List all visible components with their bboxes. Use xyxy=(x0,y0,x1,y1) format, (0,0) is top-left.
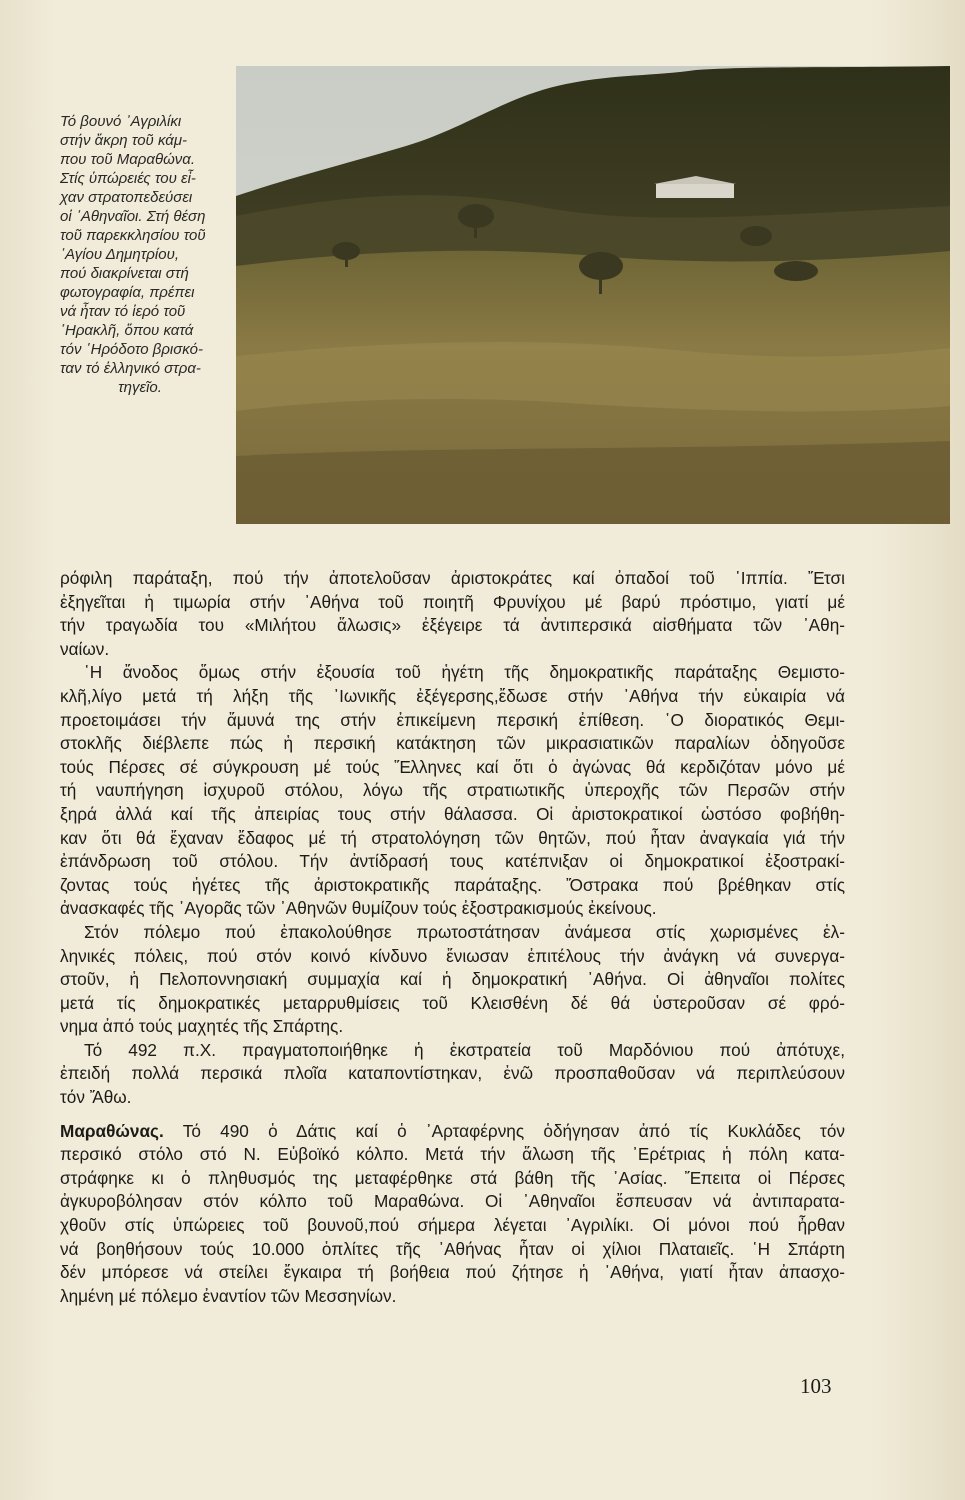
paragraph-4 xyxy=(60,1039,845,1110)
text-line: ἀγκυροβόλησαν στόν κόλπο τοῦ Μαραθώνα. Οἱ ᾿Αθηναῖοι ἔσπευσαν νά ἀντιπαρατα- xyxy=(60,1191,845,1212)
text-line: νημα ἀπό τούς μαχητές τῆς Σπάρτης. xyxy=(60,1016,344,1037)
paragraph-1 xyxy=(60,567,845,661)
page-number: 103 xyxy=(800,1374,832,1398)
text-line: Τό 492 π.Χ. πραγματοποιήθηκε ἡ ἐκστρατεία τοῦ Μαρδόνιου πού ἀπότυχε, xyxy=(84,1039,845,1060)
text-line: στράφηκε κι ὁ πληθυσμός της μεταφέρθηκε στά βάθη τῆς ᾿Ασίας. Ἔπειτα οἱ Πέρσες xyxy=(60,1167,845,1188)
caption-line: τόν ῾Ηρόδοτο βρισκό- xyxy=(60,341,203,358)
caption-line: τηγεῖο. xyxy=(118,379,162,396)
caption-line: ῾Ηρακλῆ, ὅπου κατά xyxy=(60,322,194,339)
text-line: περσικό στόλο στό Ν. Εὐβοϊκό κόλπο. Μετά τήν ἅλωση τῆς ᾿Ερέτριας ἡ πόλη κατα- xyxy=(60,1144,845,1165)
caption-line: οἱ ᾿Αθηναῖοι. Στή θέση xyxy=(60,208,206,225)
text-line: ληνικές πόλεις, πού στόν κοινό κίνδυνο ἔνιωσαν ἐπιτέλους τήν ἀνάγκη νά συνεργα- xyxy=(60,945,845,966)
text-line: στοκλῆς διέβλεπε πώς ἡ περσική κατάκτηση τῶν μικρασιατικῶν παραλίων ὀδηγοῦσε xyxy=(60,733,845,754)
text-line: χθοῦν στίς ὑπώρειες τοῦ βουνοῦ,πού σήμερα λέγεται ᾿Αγριλίκι. Οἱ μόνοι πού ἦρθαν xyxy=(60,1215,845,1236)
landscape-illustration xyxy=(236,66,950,524)
caption-line: ταν τό ἑλληνικό στρα- xyxy=(60,360,201,377)
text-line: λημένη μέ πόλεμο ἐναντίον τῶν Μεσσηνίων. xyxy=(60,1285,397,1306)
chapel xyxy=(656,184,734,198)
text-line: ἐξηγεῖται ἡ τιμωρία στήν ᾿Αθήνα τοῦ ποιητῆ Φρυνίχου μέ βαρύ πρόστιμο, γιατί μέ xyxy=(60,591,845,612)
caption-line: χαν στρατοπεδεύσει xyxy=(60,189,193,206)
section-heading-marathon: Μαραθώνας. xyxy=(60,1120,164,1141)
text-line: ρόφιλη παράταξη, πού τήν ἀποτελοῦσαν ἀριστοκράτες καί ὀπαδοί τοῦ ῾Ιππία. Ἔτσι xyxy=(60,568,845,588)
paragraph-gap xyxy=(60,1110,845,1120)
text-line: τόν Ἄθω. xyxy=(60,1087,132,1108)
field-foreground xyxy=(236,441,950,524)
main-text xyxy=(60,567,845,1308)
caption-line: που τοῦ Μαραθώνα. xyxy=(60,151,195,168)
text-line: ῾Η ἄνοδος ὅμως στήν ἐξουσία τοῦ ἡγέτη τῆς δημοκρατικῆς παράταξης Θεμιστο- xyxy=(84,662,845,683)
paragraph-marathon xyxy=(60,1120,845,1309)
text-line: προετοιμάσει τήν ἄμυνά της στήν ἐπικείμενη περσική ἐπίθεση. ῾Ο διορατικός Θεμι- xyxy=(60,709,845,730)
paragraph-3 xyxy=(60,921,845,1039)
caption-line: νά ἦταν τό ἱερό τοῦ xyxy=(60,303,186,320)
caption-line: Τό βουνό ᾿Αγριλίκι xyxy=(60,113,182,130)
text-line: ξηρά ἀλλά καί τῆς ἀπειρίας τους στήν θάλασσα. Οἱ ἀριστοκρατικοί ὡστόσο φοβήθη- xyxy=(60,803,845,824)
text-line: τήν τραγωδία του «Μιλήτου ἅλωσις» ἐξέγειρε τά ἀντιπερσικά αἰσθήματα τῶν ᾿Αθη- xyxy=(60,615,845,636)
text-line: Στόν πόλεμο πού ἐπακολούθησε πρωτοστάτησαν ἀνάμεσα στίς χωρισμένες ἑλ- xyxy=(84,921,845,942)
text-line: στοῦν, ἡ Πελοποννησιακή συμμαχία καί ἡ δημοκρατική ᾿Αθήνα. Οἱ ἀθηναῖοι πολίτες xyxy=(60,969,845,990)
text-line: μετά τίς δημοκρατικές μεταρρυθμίσεις τοῦ Κλεισθένη δέ θά ὑστεροῦσαν σέ φρό- xyxy=(60,992,845,1013)
text-line: ἐπειδή πολλά περσικά πλοῖα καταποντίστηκαν, ἐνῶ προσπαθοῦσαν νά περιπλεύσουν xyxy=(60,1063,845,1084)
text-line: νά βοηθήσουν τούς 10.000 ὁπλίτες τῆς ᾿Αθήνας ἦταν οἱ χίλιοι Πλαταιεῖς. ῾Η Σπάρτη xyxy=(60,1238,845,1259)
paragraph-2 xyxy=(60,661,845,921)
text-line: καν ὅτι θά ἔχαναν ἔδαφος μέ τή στρατολόγηση τῶν θητῶν, πού ἦταν ἀναγκαία γιά τήν xyxy=(60,827,845,848)
photo-caption xyxy=(60,112,220,397)
caption-line: φωτογραφία, πρέπει xyxy=(60,284,195,301)
caption-line: ᾿Αγίου Δημητρίου, xyxy=(60,246,179,263)
caption-line: τοῦ παρεκκλησίου τοῦ xyxy=(60,227,206,244)
text-line: δέν μπόρεσε νά στείλει ἔγκαιρα τή βοήθεια πού ζήτησε ἡ ᾿Αθήνα, γιατί ἦταν ἀπασχο- xyxy=(60,1262,845,1283)
photo-agriliki-mountain xyxy=(236,66,950,524)
text-line: κλῆ,λίγο μετά τή λήξη τῆς ᾿Ιωνικῆς ἐξέγερσης,ἔδωσε στήν ᾿Αθήνα τήν εὐκαιρία νά xyxy=(60,685,845,706)
text-line: ἀνασκαφές τῆς ᾿Αγορᾶς τῶν ᾿Αθηνῶν θυμίζουν τούς ἐξοστρακισμούς ἐκείνους. xyxy=(60,898,657,919)
caption-line: πού διακρίνεται στή xyxy=(60,265,189,282)
text-line xyxy=(60,1120,845,1144)
text-line: τούς Πέρσες σέ σύγκρουση μέ τούς Ἕλληνες καί ὅτι ὁ ἀγώνας θά κερδιζόταν μόνο μέ xyxy=(60,756,845,777)
text-run: Τό 490 ὁ Δάτις καί ὁ ᾿Αρταφέρνης ὁδήγησαν ἀπό τίς Κυκλάδες τόν xyxy=(163,1120,845,1141)
text-line: τή ναυπήγηση ἰσχυροῦ στόλου, λόγω τῆς στρατιωτικῆς ὑπεροχῆς τῶν Περσῶν στήν xyxy=(60,780,845,801)
text-line: ναίων. xyxy=(60,638,110,659)
caption-line: Στίς ὑπώρειές του εἶ- xyxy=(60,170,196,187)
text-line: ἐπάνδρωση τοῦ στόλου. Τήν ἀντίδρασή τους κατέπνιξαν οἱ δημοκρατικοί ἐξοστρακί- xyxy=(60,851,845,872)
text-line: ζοντας τούς ἡγέτες τῆς ἀριστοκρατικῆς παράταξης. Ὄστρακα πού βρέθηκαν στίς xyxy=(60,874,845,895)
caption-line: στήν ἄκρη τοῦ κάμ- xyxy=(60,132,188,149)
